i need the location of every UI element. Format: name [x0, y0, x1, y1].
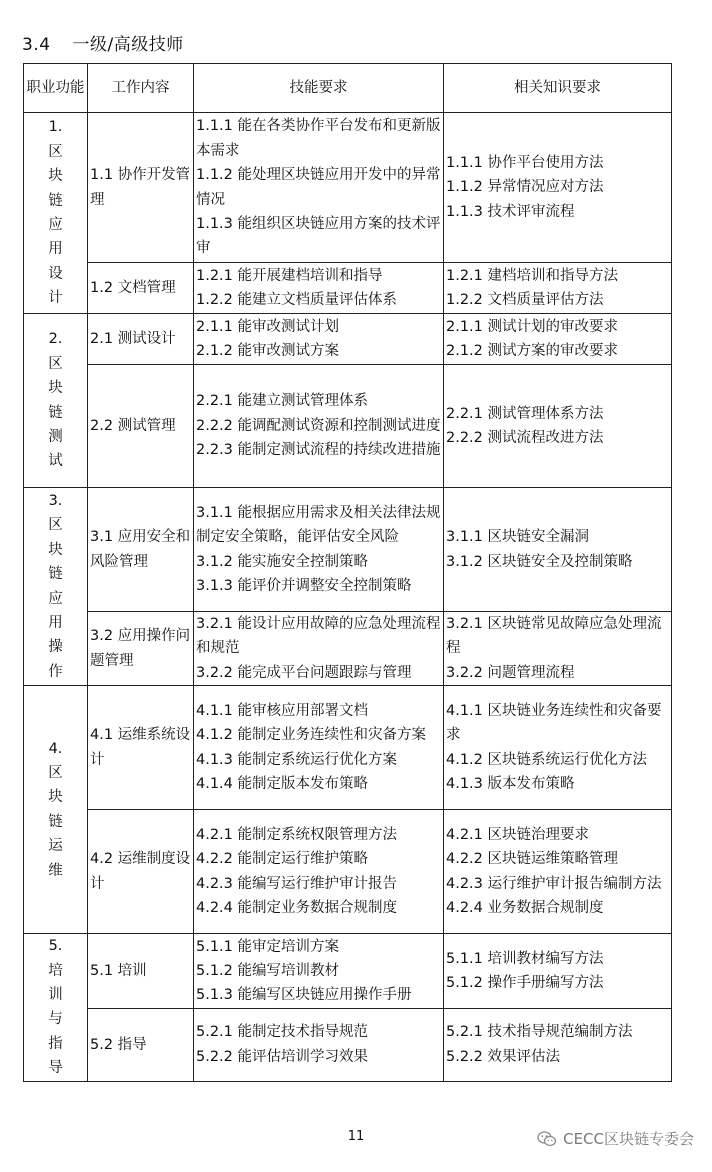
function-label-char: 导	[48, 1060, 63, 1077]
skill-item: 5.1.3 能编写区块链应用操作手册	[196, 987, 412, 1004]
knowledge-item: 4.1.1 区块链业务连续性和灾备要求	[446, 702, 662, 744]
skill-item: 3.1.3 能评价并调整安全控制策略	[196, 577, 412, 594]
skill-item: 3.1.2 能实施安全控制策略	[196, 553, 369, 570]
knowledge-cell	[444, 488, 672, 612]
function-label-char: 区	[48, 764, 63, 781]
page-number: 11	[347, 1129, 365, 1144]
skills-cell	[194, 934, 444, 1009]
function-label-char: 2.	[48, 331, 63, 348]
competency-table	[23, 63, 672, 1082]
skills-cell	[194, 612, 444, 686]
skills-cell	[194, 1009, 444, 1082]
function-label-char: 链	[48, 404, 63, 421]
table-header-row	[24, 64, 672, 113]
skill-item: 1.1.3 能组织区块链应用方案的技术评审	[196, 215, 441, 257]
knowledge-cell	[444, 934, 672, 1009]
skill-item: 2.2.2 能调配测试资源和控制测试进度	[196, 417, 441, 434]
table-row	[24, 686, 672, 810]
section-heading	[22, 30, 184, 55]
function-label-char: 块	[48, 789, 63, 806]
section-number: 3.4	[22, 35, 51, 55]
section-title: 一级/高级技师	[72, 35, 184, 55]
table-row	[24, 365, 672, 488]
skill-item: 4.1.2 能制定业务连续性和灾备方案	[196, 727, 427, 744]
function-label-char: 用	[48, 615, 63, 632]
skill-item: 4.1.1 能审核应用部署文档	[196, 702, 369, 719]
function-label-char: 块	[48, 168, 63, 185]
skill-item: 2.1.1 能审改测试计划	[196, 318, 340, 335]
work-content-cell: 4.1 运维系统设计	[88, 686, 194, 810]
knowledge-item: 1.1.3 技术评审流程	[446, 203, 575, 220]
watermark	[537, 1128, 694, 1149]
skill-item: 1.1.2 能处理区块链应用开发中的异常情况	[196, 167, 441, 208]
function-label-char: 链	[48, 566, 63, 583]
table-row	[24, 113, 672, 263]
wechat-icon	[537, 1131, 557, 1147]
skill-item: 2.2.3 能制定测试流程的持续改进措施	[196, 442, 441, 459]
function-label-char: 区	[48, 517, 63, 534]
knowledge-item: 2.2.1 测试管理体系方法	[446, 405, 604, 422]
table-row	[24, 1009, 672, 1082]
work-content-cell: 2.2 测试管理	[88, 365, 194, 488]
work-content-cell: 5.2 指导	[88, 1009, 194, 1082]
function-label-char: 测	[48, 428, 63, 445]
skills-cell	[194, 365, 444, 488]
skill-item: 5.2.2 能评估培训学习效果	[196, 1048, 369, 1065]
function-label-char: 3.	[48, 492, 63, 509]
skill-item: 4.1.3 能制定系统运行优化方案	[196, 751, 398, 768]
function-label-char: 5.	[48, 938, 63, 955]
skill-item: 5.1.2 能编写培训教材	[196, 962, 340, 979]
function-cell	[24, 314, 88, 488]
skill-item: 2.2.1 能建立测试管理体系	[196, 393, 369, 410]
function-label-char: 区	[48, 355, 63, 372]
function-label-char: 维	[48, 862, 63, 879]
skill-item: 1.2.2 能建立文档质量评估体系	[196, 292, 398, 308]
knowledge-item: 3.2.2 问题管理流程	[446, 664, 575, 681]
knowledge-item: 4.2.4 业务数据合规制度	[446, 900, 604, 917]
function-cell	[24, 934, 88, 1081]
work-content-cell: 2.1 测试设计	[88, 314, 194, 365]
function-label-char: 计	[48, 290, 63, 307]
skill-item: 4.2.4 能制定业务数据合规制度	[196, 900, 398, 917]
header-function: 职业功能	[24, 64, 88, 113]
function-label-char: 1.	[48, 119, 63, 136]
knowledge-item: 4.2.2 区块链运维策略管理	[446, 851, 619, 868]
function-label-char: 块	[48, 541, 63, 558]
knowledge-item: 1.2.1 建档培训和指导方法	[446, 267, 619, 284]
table-row	[24, 314, 672, 365]
table-row	[24, 488, 672, 612]
skills-cell	[194, 488, 444, 612]
header-skills: 技能要求	[194, 64, 444, 113]
function-label-char: 用	[48, 241, 63, 258]
knowledge-item: 5.2.2 效果评估法	[446, 1048, 561, 1065]
skill-item: 3.2.2 能完成平台问题跟踪与管理	[196, 664, 412, 681]
work-content-cell: 4.2 运维制度设计	[88, 810, 194, 934]
function-cell	[24, 113, 88, 314]
function-label-char: 应	[48, 590, 63, 607]
skills-cell	[194, 263, 444, 314]
function-label-char: 应	[48, 217, 63, 233]
skills-cell	[194, 314, 444, 365]
skill-item: 1.1.1 能在各类协作平台发布和更新版本需求	[196, 118, 441, 159]
knowledge-item: 1.1.2 异常情况应对方法	[446, 179, 604, 196]
table-row	[24, 612, 672, 686]
knowledge-item: 2.1.1 测试计划的审改要求	[446, 318, 619, 335]
work-content-cell: 5.1 培训	[88, 934, 194, 1009]
function-label-char: 作	[48, 663, 63, 680]
skill-item: 2.1.2 能审改测试方案	[196, 343, 340, 359]
knowledge-item: 5.1.1 培训教材编写方法	[446, 950, 604, 967]
skill-item: 3.1.1 能根据应用需求及相关法律法规制定安全策略，能评估安全风险	[196, 504, 441, 546]
skills-cell	[194, 686, 444, 810]
function-label-char: 块	[48, 380, 63, 397]
skill-item: 1.2.1 能开展建档培训和指导	[196, 267, 383, 284]
knowledge-cell	[444, 612, 672, 686]
knowledge-item: 4.2.3 运行维护审计报告编制方法	[446, 875, 662, 892]
knowledge-cell	[444, 314, 672, 365]
table-body	[24, 113, 672, 1082]
function-label-char: 链	[48, 192, 63, 209]
work-content-cell: 3.2 应用操作问题管理	[88, 612, 194, 686]
function-label-char: 设	[48, 265, 63, 282]
knowledge-item: 4.1.3 版本发布策略	[446, 776, 575, 793]
function-cell	[24, 686, 88, 934]
function-label-char: 运	[48, 838, 63, 855]
work-content-cell: 3.1 应用安全和风险管理	[88, 488, 194, 612]
skills-cell	[194, 113, 444, 263]
skill-item: 4.2.3 能编写运行维护审计报告	[196, 875, 398, 892]
header-knowledge: 相关知识要求	[444, 64, 672, 113]
skill-item: 3.2.1 能设计应用故障的应急处理流程和规范	[196, 616, 441, 657]
knowledge-item: 4.2.1 区块链治理要求	[446, 826, 590, 843]
skill-item: 4.2.2 能制定运行维护策略	[196, 851, 369, 868]
knowledge-cell	[444, 810, 672, 934]
function-label-char: 指	[48, 1035, 63, 1052]
skill-item: 4.1.4 能制定版本发布策略	[196, 776, 369, 793]
knowledge-cell	[444, 263, 672, 314]
knowledge-item: 3.1.2 区块链安全及控制策略	[446, 553, 633, 570]
knowledge-item: 2.1.2 测试方案的审改要求	[446, 343, 619, 359]
knowledge-item: 5.2.1 技术指导规范编制方法	[446, 1024, 633, 1041]
work-content-cell: 1.1 协作开发管理	[88, 113, 194, 263]
knowledge-item: 4.1.2 区块链系统运行优化方法	[446, 751, 648, 768]
knowledge-item: 3.1.1 区块链安全漏洞	[446, 529, 590, 546]
function-cell	[24, 488, 88, 686]
knowledge-cell	[444, 365, 672, 488]
knowledge-cell	[444, 686, 672, 810]
skills-cell	[194, 810, 444, 934]
knowledge-cell	[444, 1009, 672, 1082]
knowledge-item: 1.2.2 文档质量评估方法	[446, 292, 604, 308]
header-work: 工作内容	[88, 64, 194, 113]
table-row	[24, 810, 672, 934]
knowledge-cell	[444, 113, 672, 263]
function-label-char: 链	[48, 813, 63, 830]
table-row	[24, 934, 672, 1009]
function-label-char: 训	[48, 987, 63, 1004]
knowledge-item: 1.1.1 协作平台使用方法	[446, 154, 604, 171]
watermark-text: CECC区块链专委会	[563, 1130, 694, 1148]
function-label-char: 培	[48, 962, 63, 979]
knowledge-item: 2.2.2 测试流程改进方法	[446, 430, 604, 446]
function-label-char: 与	[48, 1011, 63, 1028]
table-row	[24, 263, 672, 314]
function-label-char: 试	[48, 453, 63, 470]
skill-item: 5.2.1 能制定技术指导规范	[196, 1024, 369, 1041]
skill-item: 5.1.1 能审定培训方案	[196, 938, 340, 955]
knowledge-item: 5.1.2 操作手册编写方法	[446, 975, 604, 992]
work-content-cell: 1.2 文档管理	[88, 263, 194, 314]
skill-item: 4.2.1 能制定系统权限管理方法	[196, 826, 398, 843]
function-label-char: 4.	[48, 740, 63, 757]
knowledge-item: 3.2.1 区块链常见故障应急处理流程	[446, 616, 662, 657]
function-label-char: 区	[48, 143, 63, 160]
function-label-char: 操	[48, 639, 63, 656]
